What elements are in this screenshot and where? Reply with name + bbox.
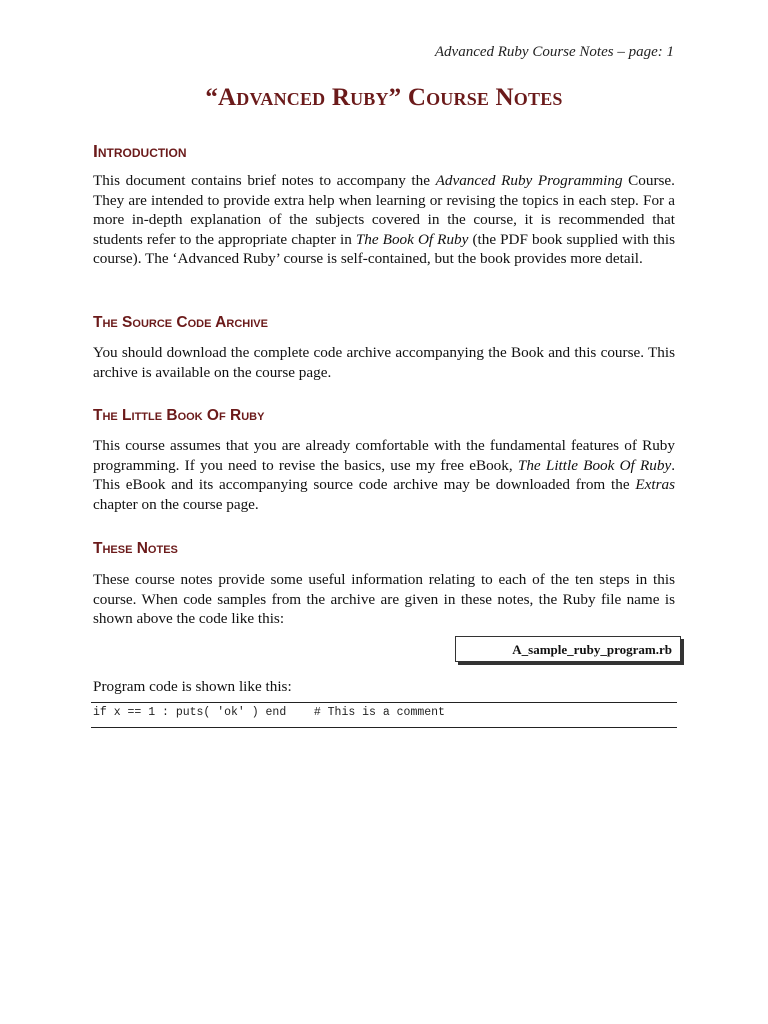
little-book-title: The Little Book Of Ruby bbox=[517, 456, 672, 474]
source-archive-heading: The Source Code Archive bbox=[93, 314, 268, 331]
intro-text-e: (the PDF book supplied with this course). The ‘Advanced Ruby’ course is self-contained, but the book provides more detail. bbox=[93, 230, 675, 268]
page-title: “Advanced Ruby” Course Notes bbox=[205, 84, 563, 111]
running-head: Advanced Ruby Course Notes – page: 1 bbox=[434, 44, 674, 60]
little-book-text-e: chapter on the course page. bbox=[93, 495, 259, 513]
intro-text-c: Course. They are intended to provide extra help when learning or revising the topics in each step. For a more in-depth explanation of the subjects covered in the course, it is recommended that students refer to the appropriate chapter in bbox=[93, 172, 675, 248]
little-book-heading: The Little Book Of Ruby bbox=[93, 407, 265, 424]
little-book-text-c: . This eBook and its accompanying source code archive may be downloaded from the bbox=[93, 456, 676, 494]
code-sample-block bbox=[91, 702, 677, 728]
introduction-paragraph bbox=[93, 171, 675, 269]
these-notes-paragraph: These course notes provide some useful information relating to each of the ten steps in this course. When code samples from the archive are given in these notes, the Ruby file name is shown above the code like this: bbox=[93, 571, 675, 628]
intro-book-title: The Book Of Ruby bbox=[355, 230, 469, 248]
sample-filename-box: A_sample_ruby_program.rb bbox=[455, 636, 681, 662]
intro-course-title: Advanced Ruby Programming bbox=[435, 172, 623, 189]
little-book-paragraph bbox=[93, 436, 675, 514]
intro-text-a: This document contains brief notes to accompany the bbox=[93, 172, 436, 189]
little-book-text-a: This course assumes that you are already comfortable with the fundamental features of Ruby programming. If you need to revise the basics, use my free eBook, bbox=[93, 437, 675, 474]
extras-chapter-name: Extras bbox=[635, 476, 675, 494]
introduction-heading: Introduction bbox=[93, 141, 187, 161]
code-sample-line: if x == 1 : puts( 'ok' ) end # This is a comment bbox=[93, 706, 445, 719]
these-notes-heading: These Notes bbox=[93, 540, 178, 557]
source-archive-paragraph: You should download the complete code archive accompanying the Book and this course. This archive is available on the course page. bbox=[93, 344, 675, 381]
code-intro-paragraph: Program code is shown like this: bbox=[93, 678, 292, 695]
